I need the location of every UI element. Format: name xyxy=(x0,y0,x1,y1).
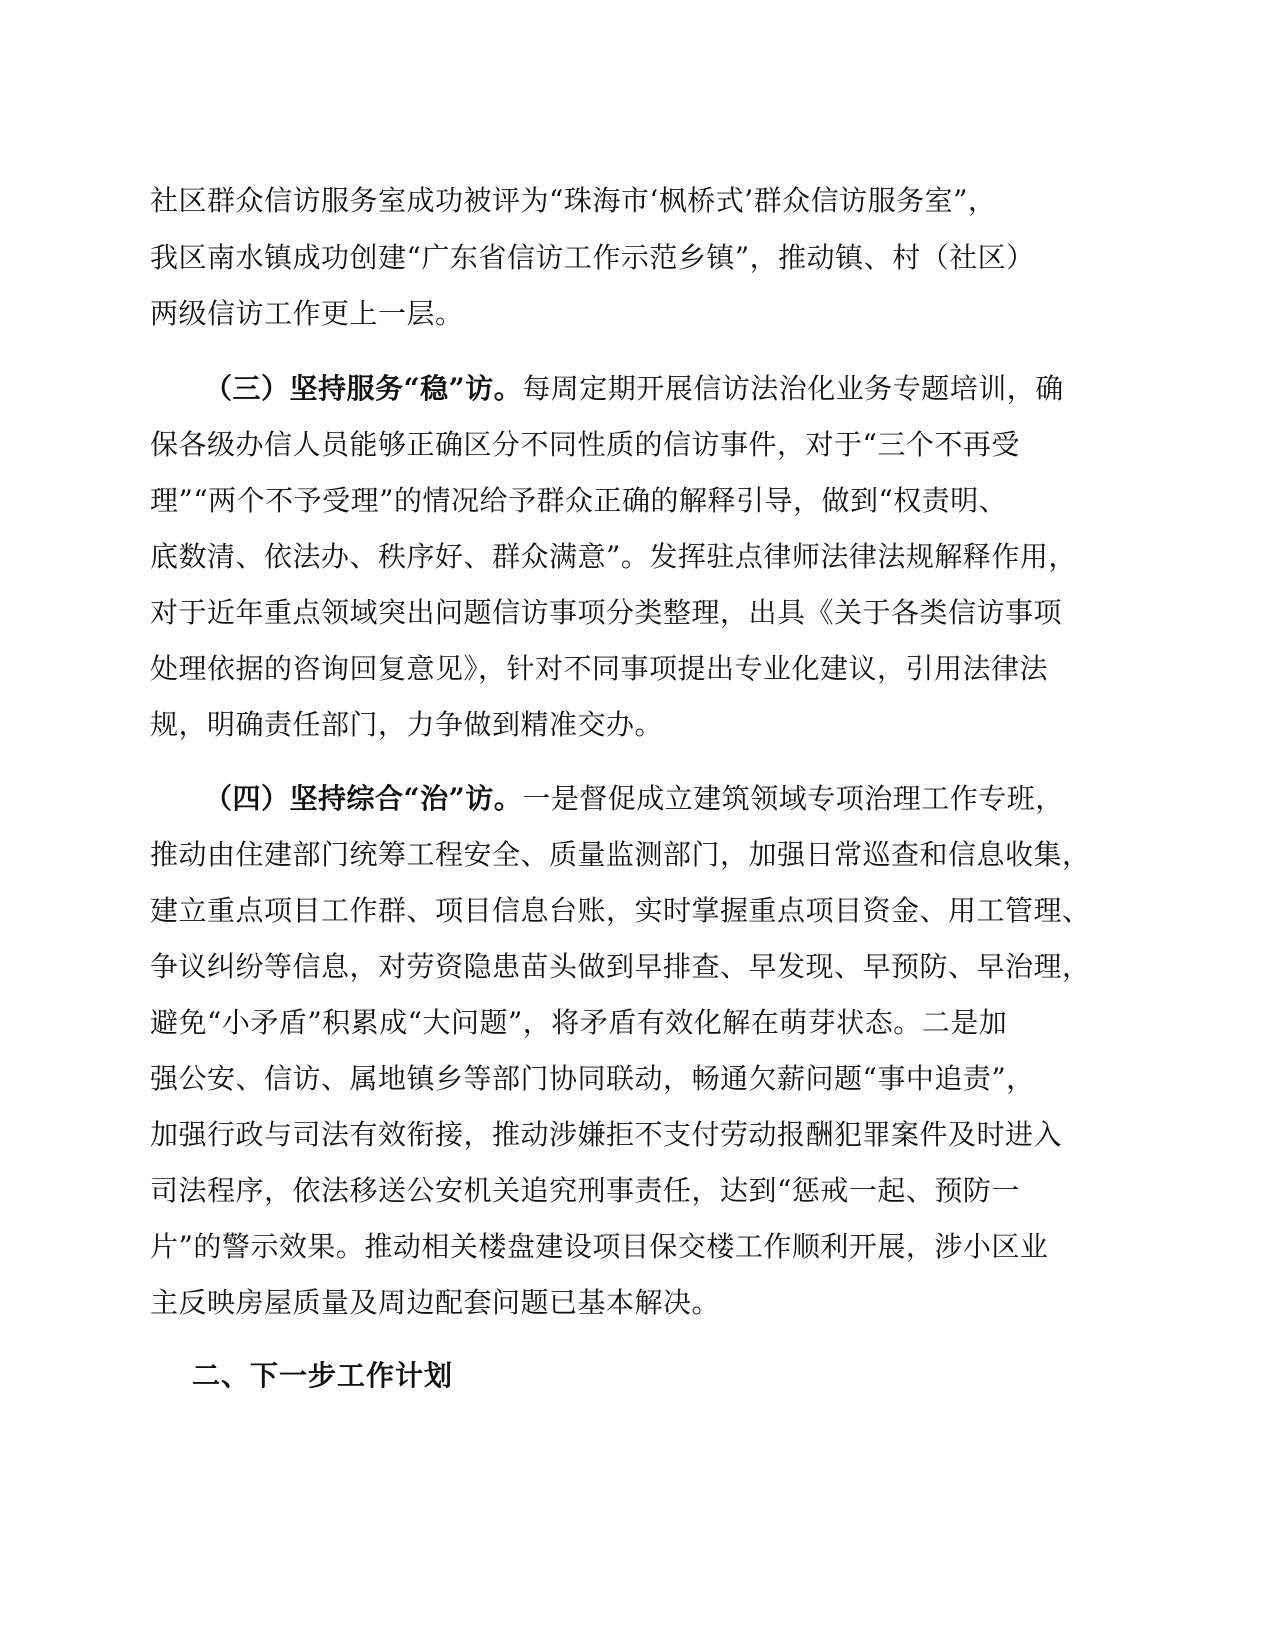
paragraph-first-line xyxy=(204,779,1064,819)
paragraph-line: 我区南水镇成功创建“广东省信访工作示范乡镇”，推动镇、村（社区） xyxy=(150,241,1035,274)
paragraph-line: 避免“小矛盾”积累成“大问题”，将矛盾有效化解在萌芽状态。二是加 xyxy=(150,1006,1008,1039)
paragraph-first-line xyxy=(204,369,1064,409)
paragraph-line: 加强行政与司法有效衔接，推动涉嫌拒不支付劳动报酬犯罪案件及时进入 xyxy=(150,1118,1063,1151)
paragraph-line: 强公安、信访、属地镇乡等部门协同联动，畅通欠薪问题“事中追责”， xyxy=(150,1062,1035,1095)
paragraph-line: 底数清、依法办、秩序好、群众满意”。发挥驻点律师法律法规解释作用， xyxy=(150,540,1077,573)
paragraph-line: 理”“两个不予受理”的情况给予群众正确的解释引导，做到“权责明、 xyxy=(150,484,1008,517)
paragraph-text: 一是督促成立建筑领域专项治理工作专班， xyxy=(522,782,1064,815)
paragraph-line: 片”的警示效果。推动相关楼盘建设项目保交楼工作顺利开展，涉小区业 xyxy=(150,1230,1049,1263)
section-heading: 二、下一步工作计划 xyxy=(192,1359,454,1392)
paragraph-line: 社区群众信访服务室成功被评为“珠海市‘枫桥式’群众信访服务室”， xyxy=(150,184,997,217)
paragraph-line: 对于近年重点领域突出问题信访事项分类整理，出具《关于各类信访事项 xyxy=(150,596,1063,629)
paragraph-line: 保各级办信人员能够正确区分不同性质的信访事件，对于“三个不再受 xyxy=(150,428,1020,461)
paragraph-line: 司法程序，依法移送公安机关追究刑事责任，达到“惩戒一起、预防一 xyxy=(150,1174,1020,1207)
subsection-heading: （四）坚持综合“治”访。 xyxy=(204,782,523,815)
paragraph-text: 每周定期开展信访法治化业务专题培训，确 xyxy=(522,372,1064,405)
paragraph-line: 处理依据的咨询回复意见》，针对不同事项提出专业化建议，引用法律法 xyxy=(150,652,1049,685)
paragraph-line: 推动由住建部门统筹工程安全、质量监测部门，加强日常巡查和信息收集， xyxy=(150,838,1091,871)
paragraph-line: 两级信访工作更上一层。 xyxy=(150,297,464,330)
paragraph-line: 规，明确责任部门，力争做到精准交办。 xyxy=(150,708,664,741)
paragraph-line: 争议纠纷等信息，对劳资隐患苗头做到早排查、早发现、早预防、早治理， xyxy=(150,950,1091,983)
subsection-heading: （三）坚持服务“稳”访。 xyxy=(204,372,523,405)
paragraph-line: 建立重点项目工作群、项目信息台账，实时掌握重点项目资金、用工管理、 xyxy=(150,894,1091,927)
paragraph-line: 主反映房屋质量及周边配套问题已基本解决。 xyxy=(150,1286,721,1319)
